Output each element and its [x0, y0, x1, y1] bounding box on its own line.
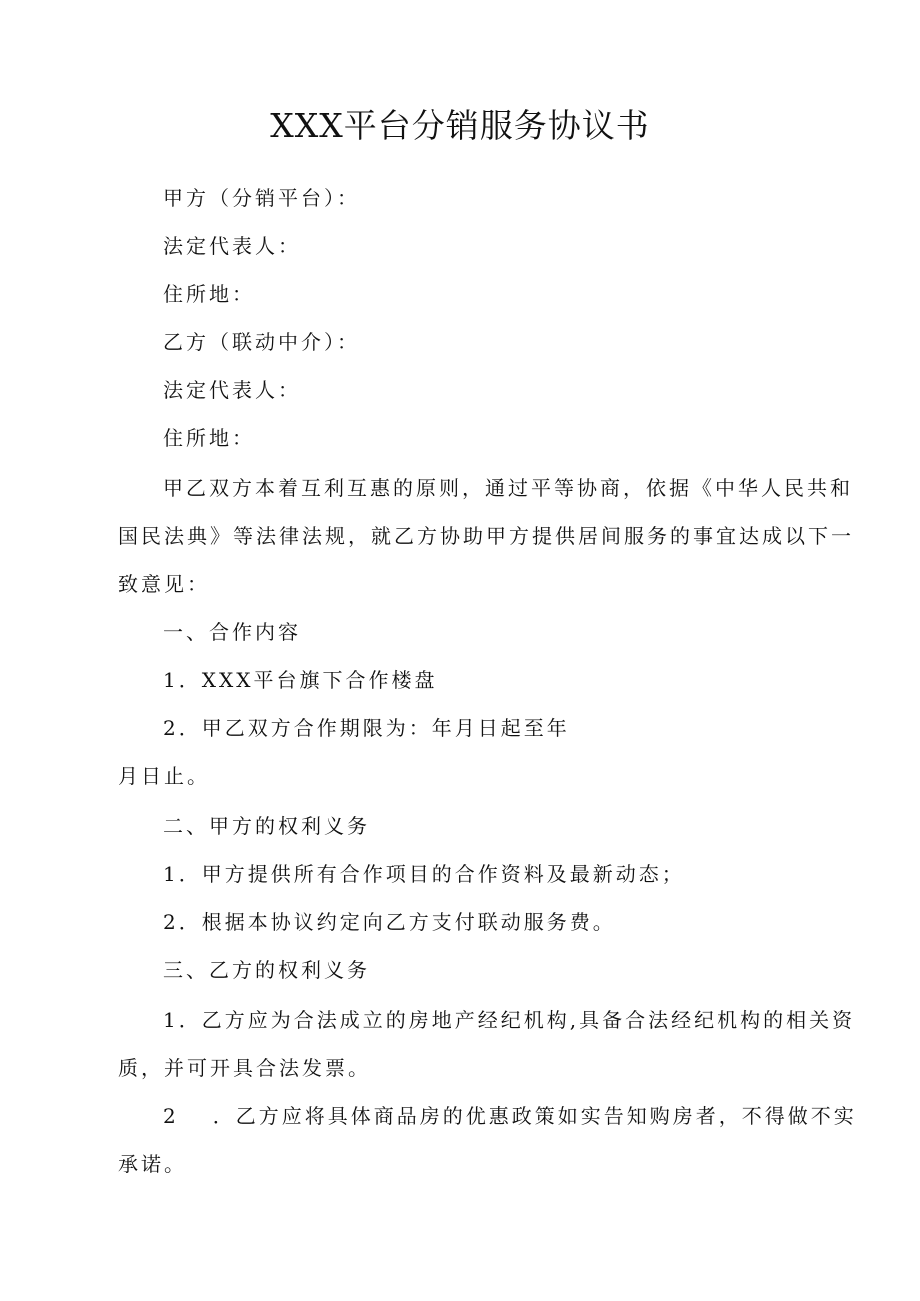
section-3-item-2: [118, 1092, 857, 1188]
section-2-item-2: 2．根据本协议约定向乙方支付联动服务费。: [163, 910, 616, 934]
section-1-item-1: 1．XXX平台旗下合作楼盘: [163, 668, 438, 692]
section-2-heading: 二、甲方的权利义务: [163, 814, 370, 838]
section-3-item-2-number: 2: [163, 1104, 179, 1128]
section-3-item-1-line-1: 1．乙方应为合法成立的房地产经纪机构,具备合法经纪机构的相关资: [163, 1008, 856, 1032]
party-b-address: 住所地：: [163, 426, 255, 450]
party-a-address: 住所地：: [163, 282, 255, 306]
section-3-item-1-line-2: 质，并可开具合法发票。: [118, 1056, 371, 1080]
party-a-label: 甲方（分销平台）：: [163, 186, 360, 210]
document-title: XXX平台分销服务协议书: [270, 106, 650, 145]
section-3-heading: 三、乙方的权利义务: [163, 958, 370, 982]
preamble-line-3: 致意见：: [118, 572, 210, 596]
party-b-representative: 法定代表人：: [163, 378, 301, 402]
section-1-heading: 一、合作内容: [163, 620, 301, 644]
section-3-item-2-line-2: 承诺。: [118, 1152, 187, 1176]
section-3-item-2-text: ．乙方应将具体商品房的优惠政策如实告知购房者，不得做不实: [212, 1104, 857, 1128]
section-1-item-2-line-2: 月日止。: [118, 764, 210, 788]
preamble-line-2: 国民法典》等法律法规，就乙方协助甲方提供居间服务的事宜达成以下一: [118, 524, 854, 548]
party-b-label: 乙方（联动中介）：: [163, 330, 360, 354]
section-1-item-2-line-1: 2．甲乙双方合作期限为：年月日起至年: [163, 716, 570, 740]
section-3-item-1: [118, 996, 856, 1092]
section-1-item-2: [118, 704, 818, 800]
preamble-paragraph: [118, 464, 854, 608]
party-a-representative: 法定代表人：: [163, 234, 301, 258]
preamble-line-1: 甲乙双方本着互利互惠的原则，通过平等协商，依据《中华人民共和: [163, 476, 853, 500]
section-2-item-1: 1．甲方提供所有合作项目的合作资料及最新动态；: [163, 862, 685, 886]
section-3-item-2-line-1: [118, 1092, 857, 1140]
